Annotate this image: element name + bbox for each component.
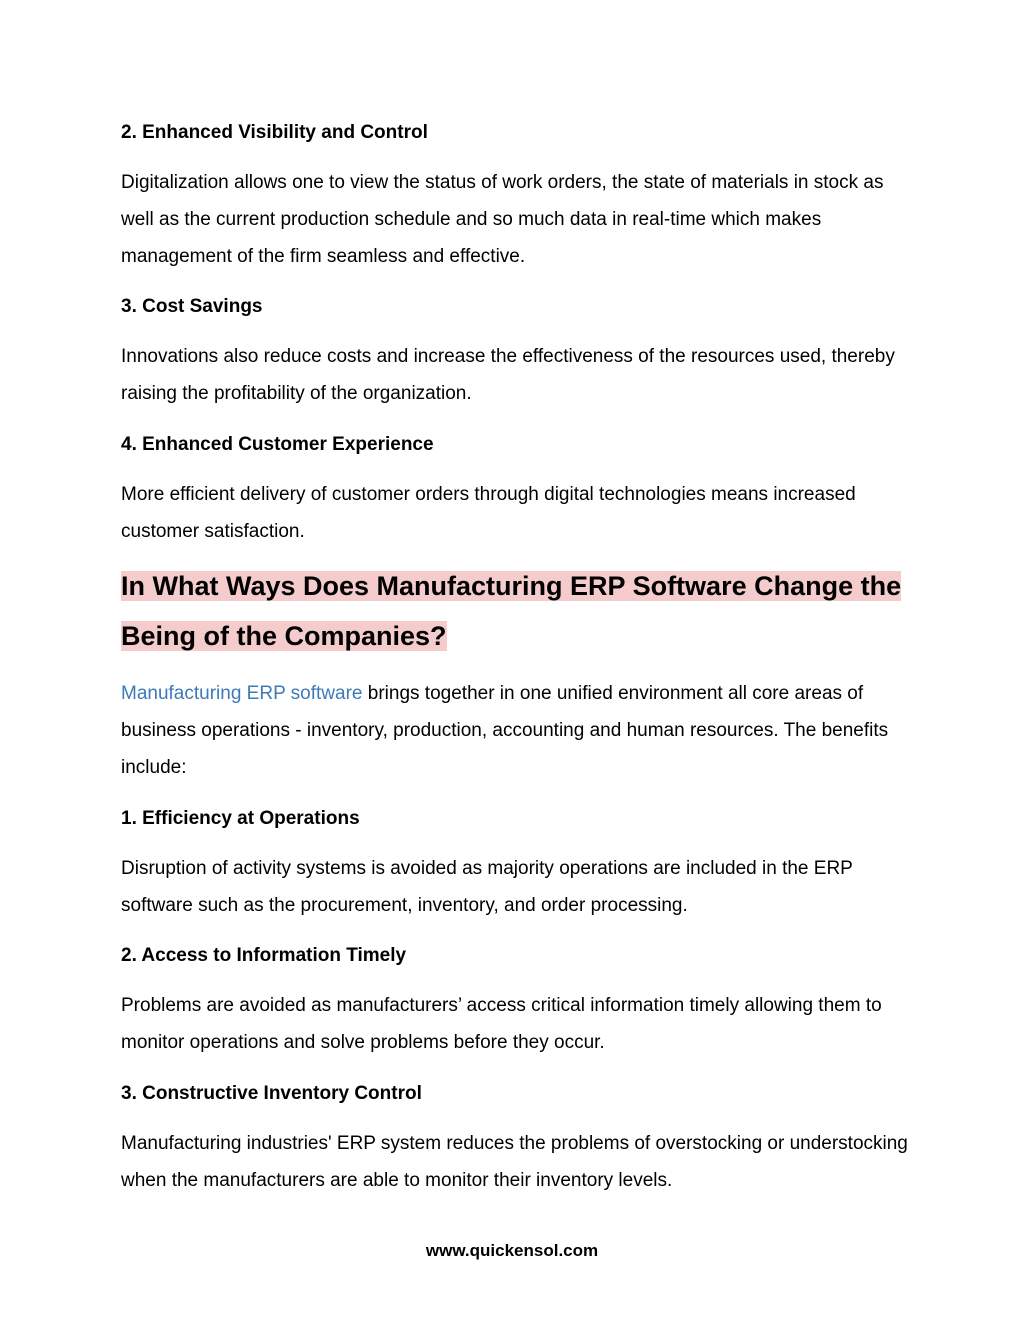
- erp-item-body-efficiency: Disruption of activity systems is avoided as majority operations are included in the ERP software such as the procurement, inventory, and order processing.: [121, 858, 853, 916]
- erp-item-body-information: Problems are avoided as manufacturers’ access critical information timely allowing them to monitor operations and solve problems before they occur.: [121, 995, 882, 1053]
- section-heading-visibility: 2. Enhanced Visibility and Control: [121, 122, 428, 143]
- section-heading-cost: 3. Cost Savings: [121, 296, 263, 317]
- section-heading-customer: 4. Enhanced Customer Experience: [121, 434, 434, 455]
- erp-title-line-1: In What Ways Does Manufacturing ERP Software Change the: [121, 571, 902, 601]
- erp-intro-text: brings together in one unified environment all core areas of business operations - inventory, production, accounting and human resources. The benefits include:: [121, 683, 889, 778]
- erp-item-heading-information: 2. Access to Information Timely: [121, 945, 407, 966]
- section-body-cost: Innovations also reduce costs and increase the effectiveness of the resources used, thereby raising the profitability of the organization.: [121, 346, 895, 404]
- erp-item-heading-inventory: 3. Constructive Inventory Control: [121, 1083, 422, 1104]
- erp-intro-paragraph: [121, 675, 911, 786]
- erp-section-title: [121, 561, 911, 661]
- erp-software-link[interactable]: Manufacturing ERP software: [121, 683, 363, 704]
- erp-item-body-inventory: Manufacturing industries' ERP system reduces the problems of overstocking or understocking when the manufacturers are able to monitor their inventory levels.: [121, 1133, 908, 1191]
- section-body-customer: More efficient delivery of customer orders through digital technologies means increased customer satisfaction.: [121, 484, 856, 542]
- section-body-visibility: Digitalization allows one to view the status of work orders, the state of materials in stock as well as the current production schedule and so much data in real-time which makes management of the firm seamless and effective.: [121, 172, 884, 267]
- footer-website: www.quickensol.com: [425, 1241, 599, 1260]
- erp-item-heading-efficiency: 1. Efficiency at Operations: [121, 808, 360, 829]
- erp-title-line-2: Being of the Companies?: [121, 621, 447, 651]
